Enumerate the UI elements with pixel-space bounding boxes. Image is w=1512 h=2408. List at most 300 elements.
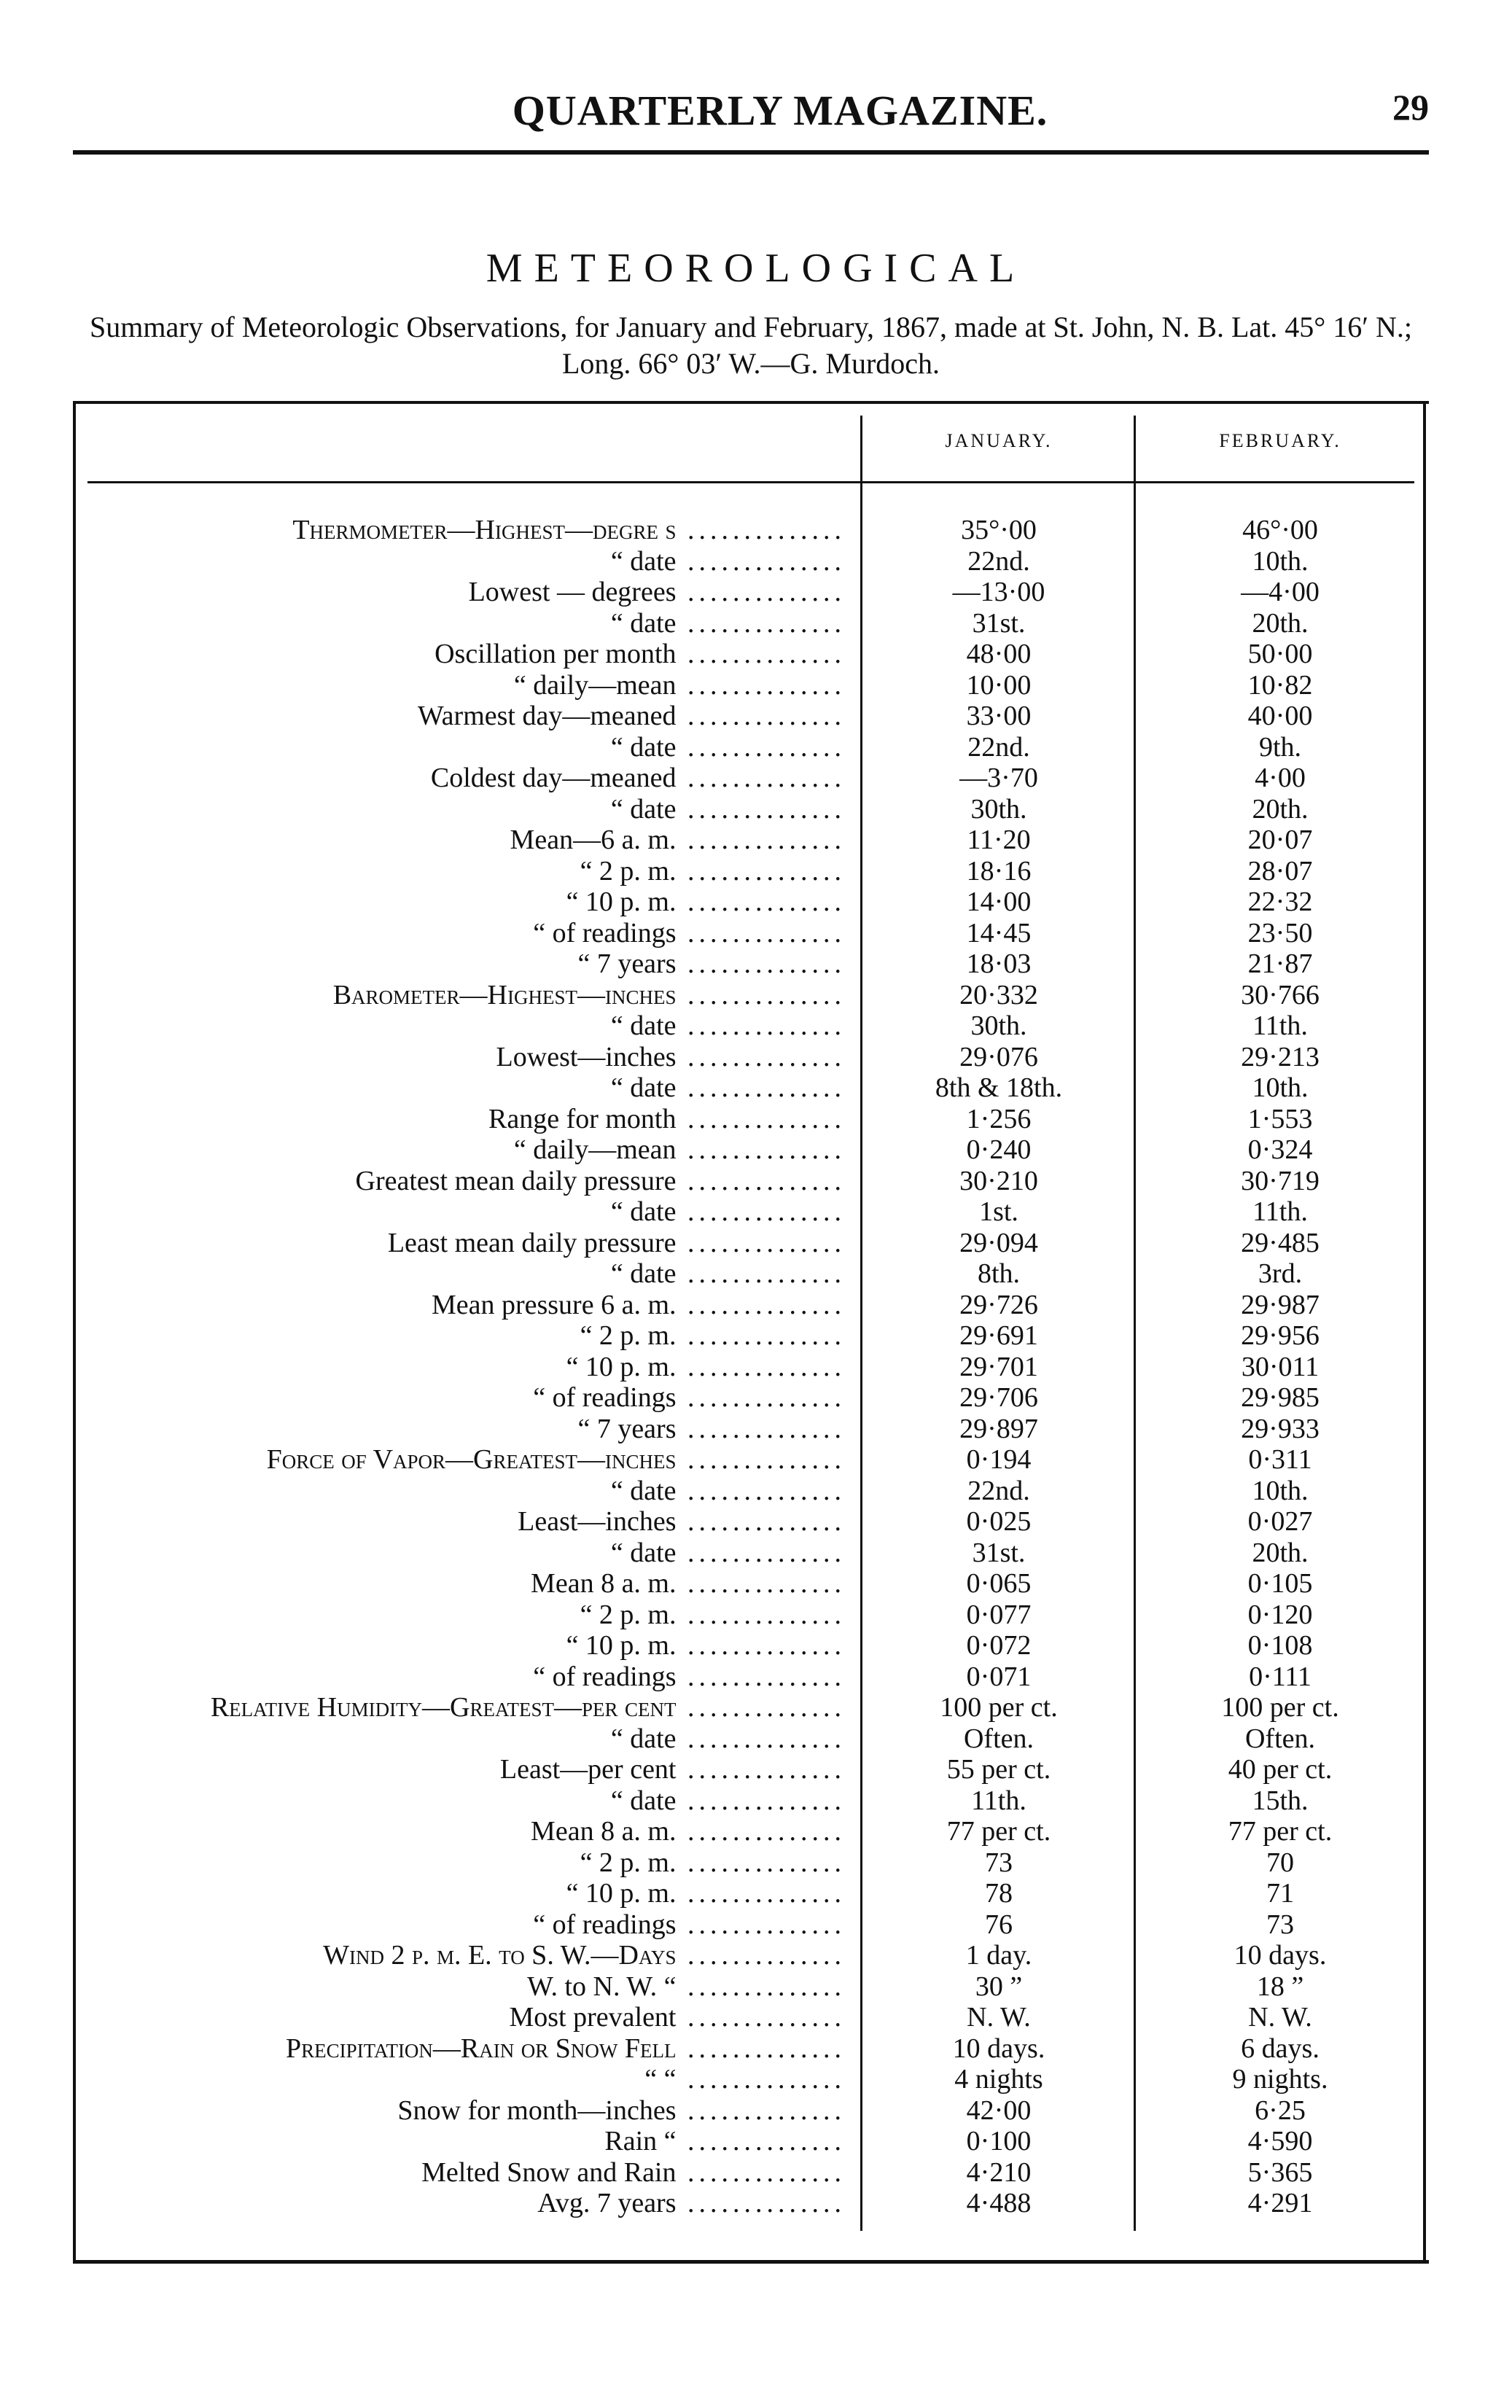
january-value: 48·00 [966, 639, 1032, 669]
table-row [73, 1506, 1429, 1538]
february-value: 11th. [1252, 1010, 1308, 1041]
row-label [73, 1909, 846, 1941]
leader-dots: .............. [676, 1909, 846, 1940]
january-value: 11th. [971, 1785, 1026, 1816]
row-label [73, 2033, 846, 2065]
february-value: 29·213 [1241, 1041, 1320, 1072]
february-value: 1·553 [1247, 1103, 1313, 1134]
row-label-text: “ date .............. [610, 1196, 846, 1227]
row-label [73, 2157, 846, 2189]
leader-dots: .............. [676, 2126, 846, 2156]
leader-dots: .............. [676, 1134, 846, 1165]
row-label [73, 608, 846, 639]
table-row [73, 1692, 1429, 1723]
row-label-text: “ “ .............. [644, 2064, 846, 2095]
row-label-text: Force of Vapor—Greatest—inches .............. [266, 1444, 846, 1475]
leader-dots: .............. [676, 1754, 846, 1785]
magazine-title: QUARTERLY MAGAZINE. [512, 87, 1048, 134]
row-label-text: “ of readings .............. [533, 1661, 846, 1692]
table-row [73, 608, 1429, 639]
table-row [73, 948, 1429, 980]
row-label [73, 1290, 846, 1321]
leader-dots: .............. [676, 669, 846, 701]
row-label [73, 1320, 846, 1352]
leader-dots: .............. [676, 1289, 846, 1320]
february-value: 0·027 [1247, 1506, 1313, 1537]
leader-dots: .............. [676, 1971, 846, 2002]
leader-dots: .............. [676, 1723, 846, 1754]
row-label [73, 2095, 846, 2127]
row-label-text: Thermometer—Highest—degre s .............. [292, 515, 846, 545]
column-header-rule [87, 481, 1414, 483]
leader-dots: .............. [676, 855, 846, 887]
table-row [73, 1816, 1429, 1847]
table-row [73, 1723, 1429, 1755]
february-value: 4·00 [1255, 763, 1306, 793]
row-label-text: Lowest — degrees .............. [468, 577, 846, 607]
leader-dots: .............. [676, 1847, 846, 1878]
january-value: —13·00 [952, 577, 1045, 607]
row-label-text: Most prevalent .............. [509, 2002, 846, 2033]
leader-dots: .............. [676, 763, 846, 793]
january-value: 76 [985, 1909, 1013, 1940]
january-value: 4·488 [966, 2188, 1032, 2218]
leader-dots: .............. [676, 545, 846, 577]
summary-caption: Summary of Meteorologic Observations, for January and February, 1867, made at St. John, N. B. Lat. 45° 16′ N.; Long. 66° 03′ W.—G. Murdoch. [89, 311, 1413, 380]
row-label-text: “ date .............. [610, 607, 846, 639]
february-value: 29·933 [1241, 1413, 1320, 1444]
leader-dots: .............. [676, 887, 846, 917]
row-label [73, 1538, 846, 1569]
table-row [73, 2033, 1429, 2065]
january-value: 33·00 [966, 701, 1032, 731]
row-label-text: Range for month .............. [488, 1103, 846, 1134]
february-value: 10th. [1252, 1072, 1309, 1103]
row-label-text: “ 10 p. m. .............. [566, 1351, 846, 1382]
table-row [73, 918, 1429, 949]
january-value: 0·071 [966, 1661, 1032, 1692]
leader-dots: .............. [676, 1599, 846, 1630]
february-value: 29·985 [1241, 1382, 1320, 1413]
row-label [73, 948, 846, 980]
row-label-text: W. to N. W. “ .............. [527, 1971, 846, 2002]
january-value: 55 per ct. [946, 1754, 1051, 1785]
table-row [73, 1600, 1429, 1631]
january-value: 100 per ct. [940, 1692, 1058, 1723]
table-row [73, 980, 1429, 1011]
row-label-text: Least—inches .............. [518, 1506, 846, 1537]
january-value: 31st. [972, 607, 1026, 639]
february-value: 10·82 [1247, 669, 1313, 701]
february-value: 10th. [1252, 1475, 1309, 1506]
leader-dots: .............. [676, 1661, 846, 1692]
table-row [73, 1414, 1429, 1445]
table-row [73, 1476, 1429, 1507]
row-label-text: Mean pressure 6 a. m. .............. [431, 1289, 846, 1320]
row-label [73, 1785, 846, 1817]
january-value: N. W. [967, 2002, 1031, 2033]
table-row [73, 1196, 1429, 1228]
row-label [73, 2064, 846, 2095]
february-value: 5·365 [1247, 2156, 1313, 2188]
row-label [73, 1661, 846, 1693]
february-value: 20th. [1252, 793, 1309, 825]
february-value: 23·50 [1247, 917, 1313, 948]
section-title: METEOROLOGICAL [486, 246, 1026, 291]
row-label-text: Lowest—inches .............. [496, 1041, 846, 1072]
row-label [73, 1134, 846, 1166]
table-row [73, 577, 1429, 608]
january-value: 4 nights [954, 2064, 1043, 2095]
january-value: 0·194 [966, 1444, 1032, 1475]
leader-dots: .............. [676, 1010, 846, 1041]
row-label [73, 2002, 846, 2033]
row-label [73, 1940, 846, 1971]
table-row [73, 1940, 1429, 1971]
row-label-text: “ date .............. [610, 1723, 846, 1754]
table-row [73, 1785, 1429, 1817]
row-label [73, 794, 846, 825]
january-value: 10·00 [966, 669, 1032, 701]
leader-dots: .............. [676, 825, 846, 855]
column-header-february: FEBRUARY. [1219, 430, 1341, 451]
row-label [73, 1476, 846, 1507]
row-label [73, 732, 846, 763]
row-label-text: Warmest day—meaned .............. [417, 701, 846, 731]
table-row [73, 1166, 1429, 1197]
january-value: 22nd. [967, 731, 1030, 763]
row-label [73, 1414, 846, 1445]
february-value: 6 days. [1241, 2033, 1320, 2064]
february-value: 10 days. [1234, 1940, 1327, 1971]
january-value: 1 day. [965, 1940, 1032, 1971]
table-row [73, 887, 1429, 918]
row-label-text: “ of readings .............. [533, 1382, 846, 1413]
row-label [73, 1258, 846, 1290]
row-label-text: “ 7 years .............. [577, 1413, 846, 1444]
row-label [73, 1072, 846, 1104]
leader-dots: .............. [676, 2095, 846, 2126]
leader-dots: .............. [676, 1196, 846, 1227]
february-value: 73 [1266, 1909, 1294, 1940]
row-label-text: Wind 2 p. m. E. to S. W.—Days .............. [323, 1940, 846, 1971]
january-value: 8th. [977, 1258, 1021, 1289]
row-label-text: Relative Humidity—Greatest—per cent .............. [210, 1692, 846, 1723]
leader-dots: .............. [676, 1258, 846, 1289]
row-label-text: Mean—6 a. m. .............. [510, 825, 846, 855]
row-label [73, 639, 846, 670]
february-value: 77 per ct. [1228, 1816, 1333, 1847]
row-label [73, 515, 846, 546]
leader-dots: .............. [676, 731, 846, 763]
table-bottom-rule [73, 2260, 1429, 2264]
february-value: 10th. [1252, 545, 1309, 577]
table-row [73, 2095, 1429, 2127]
leader-dots: .............. [676, 1444, 846, 1475]
leader-dots: .............. [676, 1165, 846, 1196]
table-row [73, 1352, 1429, 1383]
leader-dots: .............. [676, 1785, 846, 1816]
table-row [73, 1630, 1429, 1661]
leader-dots: .............. [676, 1041, 846, 1072]
row-label [73, 670, 846, 701]
table-row [73, 1320, 1429, 1352]
table-row [73, 670, 1429, 701]
february-value: 3rd. [1258, 1258, 1303, 1289]
row-label-text: “ 2 p. m. .............. [580, 855, 846, 887]
february-value: 30·766 [1241, 979, 1320, 1010]
january-value: 30th. [970, 1010, 1027, 1041]
table-row [73, 1104, 1429, 1135]
row-label-text: “ 10 p. m. .............. [566, 887, 846, 917]
row-label [73, 1971, 846, 2003]
january-value: 29·701 [959, 1351, 1038, 1382]
february-value: 20th. [1252, 607, 1309, 639]
leader-dots: .............. [676, 1320, 846, 1351]
february-value: 100 per ct. [1221, 1692, 1339, 1723]
february-value: 40 per ct. [1228, 1754, 1333, 1785]
january-value: 8th & 18th. [935, 1072, 1063, 1103]
leader-dots: .............. [676, 2188, 846, 2218]
table-body [73, 515, 1429, 2219]
table-row [73, 1382, 1429, 1414]
table-row [73, 1661, 1429, 1693]
row-label [73, 546, 846, 577]
table-row [73, 1134, 1429, 1166]
table-row [73, 546, 1429, 577]
february-value: 0·324 [1247, 1134, 1313, 1165]
row-label [73, 1754, 846, 1785]
table-row [73, 1847, 1429, 1879]
row-label-text: Greatest mean daily pressure .............. [355, 1165, 846, 1196]
row-label [73, 2126, 846, 2157]
february-value: 11th. [1252, 1196, 1308, 1227]
row-label-text: Avg. 7 years .............. [537, 2188, 846, 2218]
leader-dots: .............. [676, 1537, 846, 1568]
row-label-text: “ date .............. [610, 1537, 846, 1568]
january-value: 0·065 [966, 1568, 1032, 1599]
table-row [73, 1971, 1429, 2003]
leader-dots: .............. [676, 948, 846, 979]
leader-dots: .............. [676, 2033, 846, 2064]
january-value: 14·45 [966, 917, 1032, 948]
running-head [73, 86, 1429, 144]
table-row [73, 639, 1429, 670]
table-row [73, 1444, 1429, 1476]
column-header-january: JANUARY. [945, 430, 1053, 451]
leader-dots: .............. [676, 1692, 846, 1723]
page-number: 29 [1392, 87, 1429, 128]
leader-dots: .............. [676, 793, 846, 825]
row-label [73, 1816, 846, 1847]
table-row [73, 1258, 1429, 1290]
leader-dots: .............. [676, 1072, 846, 1103]
row-label-text: Least—per cent .............. [499, 1754, 846, 1785]
row-label [73, 1600, 846, 1631]
february-value: 6·25 [1255, 2095, 1306, 2126]
row-label-text: Precipitation—Rain or Snow Fell .............. [285, 2033, 846, 2064]
february-value: 30·011 [1241, 1351, 1320, 1382]
row-label-text: “ date .............. [610, 545, 846, 577]
january-value: —3·70 [959, 763, 1038, 793]
observations-table [73, 401, 1429, 2296]
row-label [73, 825, 846, 856]
february-value: 46°·00 [1242, 515, 1318, 545]
january-value: 10 days. [952, 2033, 1045, 2064]
table-row [73, 1290, 1429, 1321]
table-row [73, 856, 1429, 887]
row-label-text: “ 2 p. m. .............. [580, 1599, 846, 1630]
table-row [73, 2064, 1429, 2095]
row-label [73, 763, 846, 794]
table-row [73, 2157, 1429, 2189]
february-value: 0·311 [1248, 1444, 1312, 1475]
leader-dots: .............. [676, 1940, 846, 1971]
row-label-text: “ 10 p. m. .............. [566, 1630, 846, 1661]
row-label-text: “ 10 p. m. .............. [566, 1878, 846, 1909]
row-label-text: Oscillation per month .............. [434, 639, 846, 669]
table-row [73, 515, 1429, 546]
row-label [73, 701, 846, 732]
january-value: 0·100 [966, 2126, 1032, 2156]
january-value: 77 per ct. [946, 1816, 1051, 1847]
february-value: 9 nights. [1232, 2064, 1328, 2095]
january-value: 31st. [972, 1537, 1026, 1568]
january-value: 18·16 [966, 855, 1032, 887]
february-value: 4·291 [1247, 2188, 1313, 2218]
row-label [73, 1352, 846, 1383]
row-label [73, 1878, 846, 1909]
january-value: 78 [985, 1878, 1013, 1909]
february-value: 20th. [1252, 1537, 1309, 1568]
row-label [73, 1104, 846, 1135]
row-label-text: “ 2 p. m. .............. [580, 1847, 846, 1878]
row-label-text: Mean 8 a. m. .............. [531, 1568, 846, 1599]
february-value: 20·07 [1247, 825, 1313, 855]
row-label-text: “ of readings .............. [533, 1909, 846, 1940]
row-label-text: Mean 8 a. m. .............. [531, 1816, 846, 1847]
february-value: 29·956 [1241, 1320, 1320, 1351]
row-label-text: Melted Snow and Rain .............. [421, 2156, 846, 2188]
january-value: 42·00 [966, 2095, 1032, 2126]
january-value: 29·897 [959, 1413, 1038, 1444]
january-value: 30·210 [959, 1165, 1038, 1196]
january-value: Often. [963, 1723, 1034, 1754]
row-label [73, 1444, 846, 1476]
february-value: 15th. [1252, 1785, 1309, 1816]
row-label [73, 577, 846, 608]
table-row [73, 763, 1429, 794]
row-label-text: “ date .............. [610, 1258, 846, 1289]
table-row [73, 701, 1429, 732]
table-row [73, 1072, 1429, 1104]
february-value: —4·00 [1241, 577, 1320, 607]
february-value: 29·987 [1241, 1289, 1320, 1320]
row-label-text: “ date .............. [610, 793, 846, 825]
january-value: 20·332 [959, 979, 1038, 1010]
february-value: 71 [1266, 1878, 1294, 1909]
leader-dots: .............. [676, 1878, 846, 1909]
february-value: 9th. [1258, 731, 1302, 763]
row-label-text: “ date .............. [610, 731, 846, 763]
row-label [73, 1630, 846, 1661]
row-label [73, 1692, 846, 1723]
january-value: 30th. [970, 793, 1027, 825]
row-label [73, 1506, 846, 1538]
table-row [73, 1010, 1429, 1042]
january-value: 22nd. [967, 1475, 1030, 1506]
row-label [73, 1228, 846, 1259]
table-row [73, 1042, 1429, 1073]
january-value: 29·076 [959, 1041, 1038, 1072]
table-row [73, 732, 1429, 763]
row-label-text: “ 2 p. m. .............. [580, 1320, 846, 1351]
leader-dots: .............. [676, 979, 846, 1010]
row-label [73, 1042, 846, 1073]
january-value: 29·726 [959, 1289, 1038, 1320]
row-label-text: “ 7 years .............. [577, 948, 846, 979]
row-label [73, 1196, 846, 1228]
table-row [73, 1878, 1429, 1909]
leader-dots: .............. [676, 2156, 846, 2188]
leader-dots: .............. [676, 515, 846, 545]
leader-dots: .............. [676, 1475, 846, 1506]
leader-dots: .............. [676, 1382, 846, 1413]
row-label [73, 1166, 846, 1197]
january-value: 0·240 [966, 1134, 1032, 1165]
january-value: 11·20 [967, 825, 1031, 855]
january-value: 29·691 [959, 1320, 1038, 1351]
february-value: 50·00 [1247, 639, 1313, 669]
february-value: 22·32 [1247, 887, 1313, 917]
leader-dots: .............. [676, 1506, 846, 1537]
leader-dots: .............. [676, 1816, 846, 1847]
row-label-text: “ date .............. [610, 1785, 846, 1816]
row-label [73, 856, 846, 887]
row-label-text: “ date .............. [610, 1475, 846, 1506]
row-label [73, 1723, 846, 1755]
january-value: 29·094 [959, 1227, 1038, 1258]
february-value: 28·07 [1247, 855, 1313, 887]
leader-dots: .............. [676, 1351, 846, 1382]
january-value: 1·256 [966, 1103, 1032, 1134]
header-rule [73, 150, 1429, 155]
leader-dots: .............. [676, 1103, 846, 1134]
february-value: 0·120 [1247, 1599, 1313, 1630]
row-label-text: Rain “ .............. [604, 2126, 846, 2156]
january-value: 1st. [979, 1196, 1018, 1227]
row-label [73, 1568, 846, 1600]
february-value: N. W. [1248, 2002, 1312, 2033]
february-value: Often. [1244, 1723, 1316, 1754]
table-row [73, 1754, 1429, 1785]
row-label-text: “ date .............. [610, 1010, 846, 1041]
table-row [73, 2002, 1429, 2033]
row-label-text: “ of readings .............. [533, 917, 846, 948]
january-value: 30 ” [975, 1971, 1023, 2002]
table-row [73, 1568, 1429, 1600]
row-label [73, 1382, 846, 1414]
table-row [73, 2126, 1429, 2157]
row-label-text: “ daily—mean .............. [513, 669, 846, 701]
row-label-text: Barometer—Highest—inches .............. [332, 979, 846, 1010]
row-label [73, 980, 846, 1011]
february-value: 21·87 [1247, 948, 1313, 979]
leader-dots: .............. [676, 1413, 846, 1444]
row-label [73, 2188, 846, 2219]
leader-dots: .............. [676, 701, 846, 731]
february-value: 29·485 [1241, 1227, 1320, 1258]
